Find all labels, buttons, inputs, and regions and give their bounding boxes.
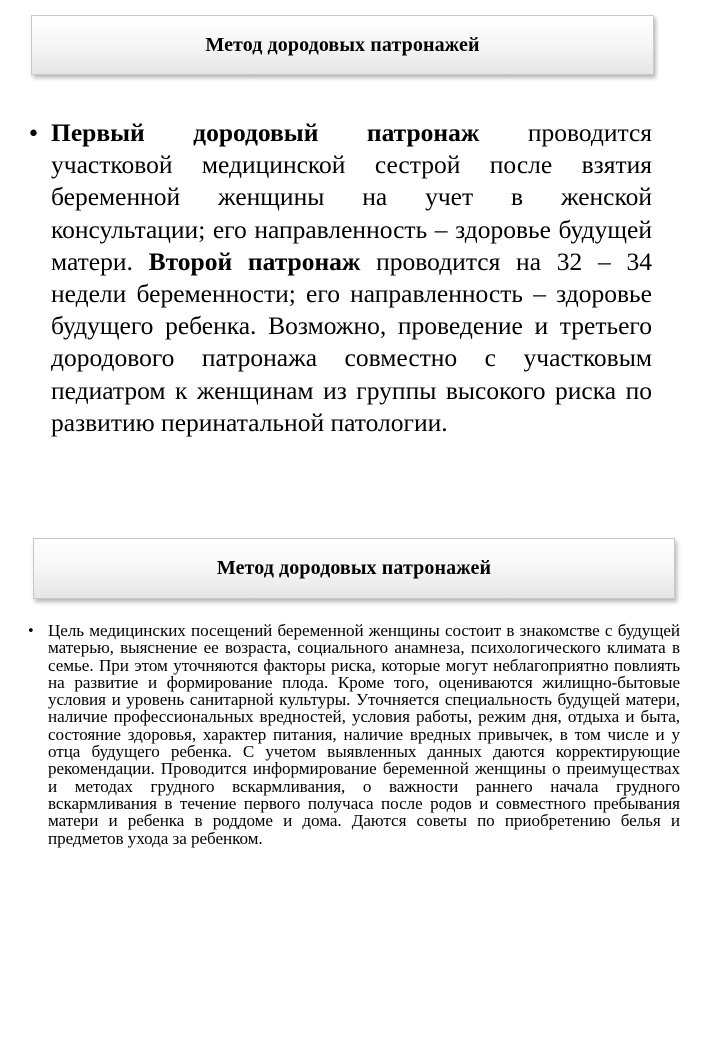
slide-2-title-box (33, 538, 675, 599)
second-visit-text: проводится на 32 – 34 недели беременности; его направленность – здоровье будущего ребенка. Возможно, проведение и третьего дородового патронажа совместно с участковым педиатром к женщинам из группы высокого риска по развитию перинатальной патологии. (51, 246, 653, 437)
slide-1-paragraph (51, 117, 652, 439)
first-visit-text: проводится участковой медицинской сестрой после взятия беременной женщины на учет в женской консультации; его направленность – здоровье будущей матери. (51, 118, 652, 276)
bullet-icon: • (27, 624, 35, 639)
slide-2-title: Метод дородовых патронажей (216, 557, 492, 579)
slide-1-title: Метод дородовых патронажей (205, 33, 480, 56)
slide-2-paragraph: Цель медицинских посещений беременной женщины состоит в знакомстве с будущей матерью, выяснение ее возраста, социального анамнеза, психологического климата в семье. При этом уточняются факторы риска, которые могут неблагоприятно повлиять на развитие и формирование плода. Кроме того, оцениваются жилищно-бытовые условия и уровень санитарной культуры. Уточняется специальность будущей матери, наличие профессиональных вредностей, условия работы, режим дня, отдыха и быта, состояние здоровья, характер питания, наличие вредных привычек, в том числе и у отца будущего ребенка. С учетом выявленных данных даются корректирующие рекомендации. Проводится информирование беременной женщины о преимуществах и методах грудного вскармливания, о важности раннего начала грудного вскармливания в течение первого получаса после родов и совместного пребывания матери и ребенка в роддоме и дома. Даются советы по приобретению белья и предметов ухода за ребенком. (48, 621, 680, 848)
slide-1-title-box (31, 15, 654, 75)
second-visit-term: Второй патронаж (148, 246, 361, 276)
first-visit-term: Первый дородовый патронаж (51, 118, 480, 147)
bullet-icon: • (27, 122, 40, 147)
